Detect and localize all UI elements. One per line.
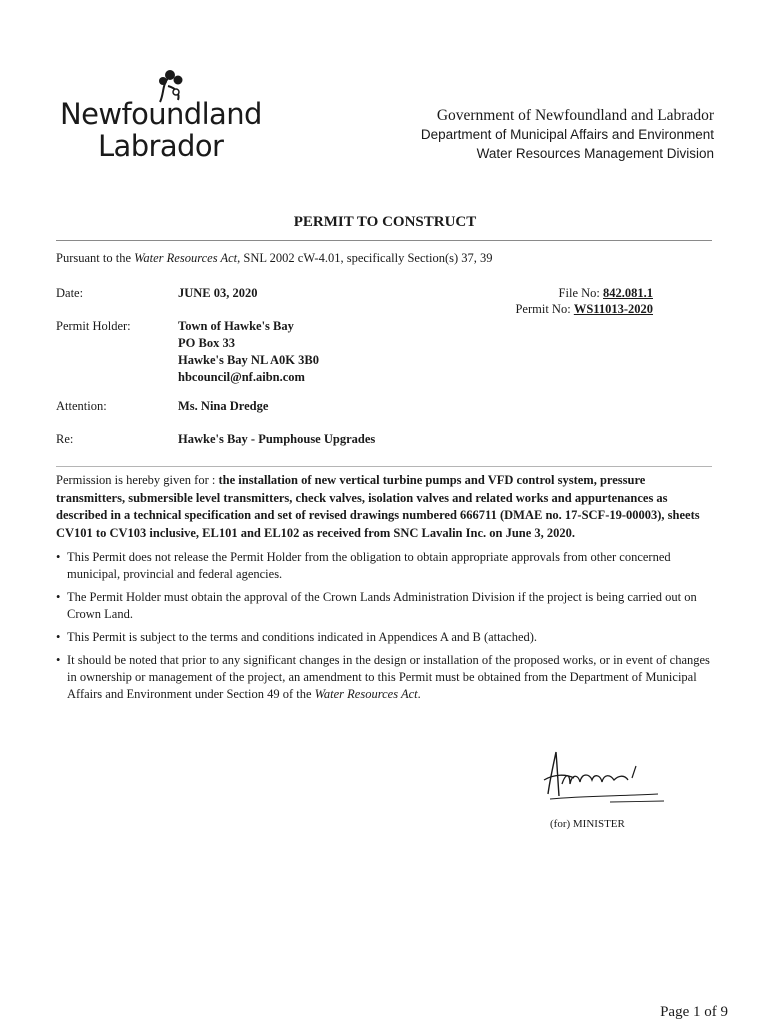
document-title: PERMIT TO CONSTRUCT — [293, 214, 477, 230]
condition-item — [56, 549, 716, 583]
condition-item — [56, 629, 716, 646]
condition-text: This Permit is subject to the terms and conditions indicated in Appendices A and B (attached). — [67, 630, 538, 644]
condition-text: This Permit does not release the Permit Holder from the obligation to obtain appropriate approvals from other concerned municipal, provincial and federal agencies. — [67, 550, 671, 581]
re-label: Re: — [56, 432, 74, 446]
signature-caption: (for) MINISTER — [550, 818, 625, 830]
condition-item — [56, 652, 716, 703]
permit-holder-label: Permit Holder: — [56, 319, 131, 333]
permission-statement — [56, 472, 716, 542]
logo-wordmark-line2: Labrador — [98, 129, 224, 163]
date-label: Date: — [56, 286, 84, 300]
holder-po-box: PO Box 33 — [178, 336, 235, 350]
attention-label: Attention: — [56, 399, 107, 413]
file-number-label: File No: — [558, 286, 603, 300]
condition-text-prefix: It should be noted that prior to any significant changes in the design or installation of the proposed works, or in event of changes in ownership or management of the project, an amendment to this Permit must be obtained from the Department of Municipal Affairs and Environment under Section 49 of the — [67, 653, 710, 701]
conditions-list — [56, 549, 716, 709]
division-name: Water Resources Management Division — [476, 146, 714, 161]
condition-text — [67, 653, 710, 701]
holder-city: Hawke's Bay NL A0K 3B0 — [178, 353, 319, 367]
page-number: Page 1 of 9 — [660, 1004, 728, 1020]
bullet-icon: • — [56, 630, 61, 644]
condition-text-suffix: . — [417, 687, 421, 701]
government-header — [421, 106, 714, 163]
file-number-row — [515, 285, 653, 301]
holder-email: hbcouncil@nf.aibn.com — [178, 370, 305, 384]
permit-number-value: WS11013-2020 — [573, 302, 653, 316]
condition-act: Water Resources Act — [314, 687, 418, 701]
pursuant-prefix: Pursuant to the — [56, 251, 135, 265]
pursuant-act: Water Resources Act — [134, 251, 238, 265]
logo-wordmark-line1: Newfoundland — [60, 97, 262, 131]
government-name: Government of Newfoundland and Labrador — [436, 107, 714, 124]
bullet-icon: • — [56, 590, 61, 604]
condition-text: The Permit Holder must obtain the approval of the Crown Lands Administration Division if the project is being carried out on Crown Land. — [67, 590, 697, 621]
minister-signature — [540, 744, 670, 814]
section-divider — [56, 466, 712, 467]
pursuant-suffix: , SNL 2002 cW-4.01, specifically Section(s) 37, 39 — [237, 251, 493, 265]
date-value: JUNE 03, 2020 — [178, 286, 258, 300]
bullet-icon: • — [56, 653, 61, 667]
permission-prefix: Permission is hereby given for : — [56, 473, 219, 487]
condition-item — [56, 589, 716, 623]
permission-scope: the installation of new vertical turbine pumps and VFD control system, pressure transmitters, submersible level transmitters, check valves, isolation valves and related works and appurtenances as described in a technical specification and set of revised drawings numbered 666711 (DMAE no. 17-SCF-19-00003), sheets CV101 to CV103 inclusive, EL101 and EL102 as received from SNC Lavalin Inc. on June 3, 2020. — [56, 473, 700, 540]
department-name: Department of Municipal Affairs and Environment — [420, 127, 714, 142]
holder-name: Town of Hawke's Bay — [178, 319, 294, 333]
newfoundland-labrador-logo — [60, 66, 260, 166]
permit-number-label: Permit No: — [515, 302, 574, 316]
bullet-icon: • — [56, 550, 61, 564]
attention-value: Ms. Nina Dredge — [178, 399, 269, 413]
permit-number-row — [515, 301, 653, 317]
file-info — [515, 285, 653, 317]
title-divider — [56, 240, 712, 241]
file-number-value: 842.081.1 — [603, 286, 653, 300]
permit-holder-address — [178, 318, 319, 386]
re-value: Hawke's Bay - Pumphouse Upgrades — [178, 432, 376, 446]
pursuant-statement — [56, 251, 493, 266]
